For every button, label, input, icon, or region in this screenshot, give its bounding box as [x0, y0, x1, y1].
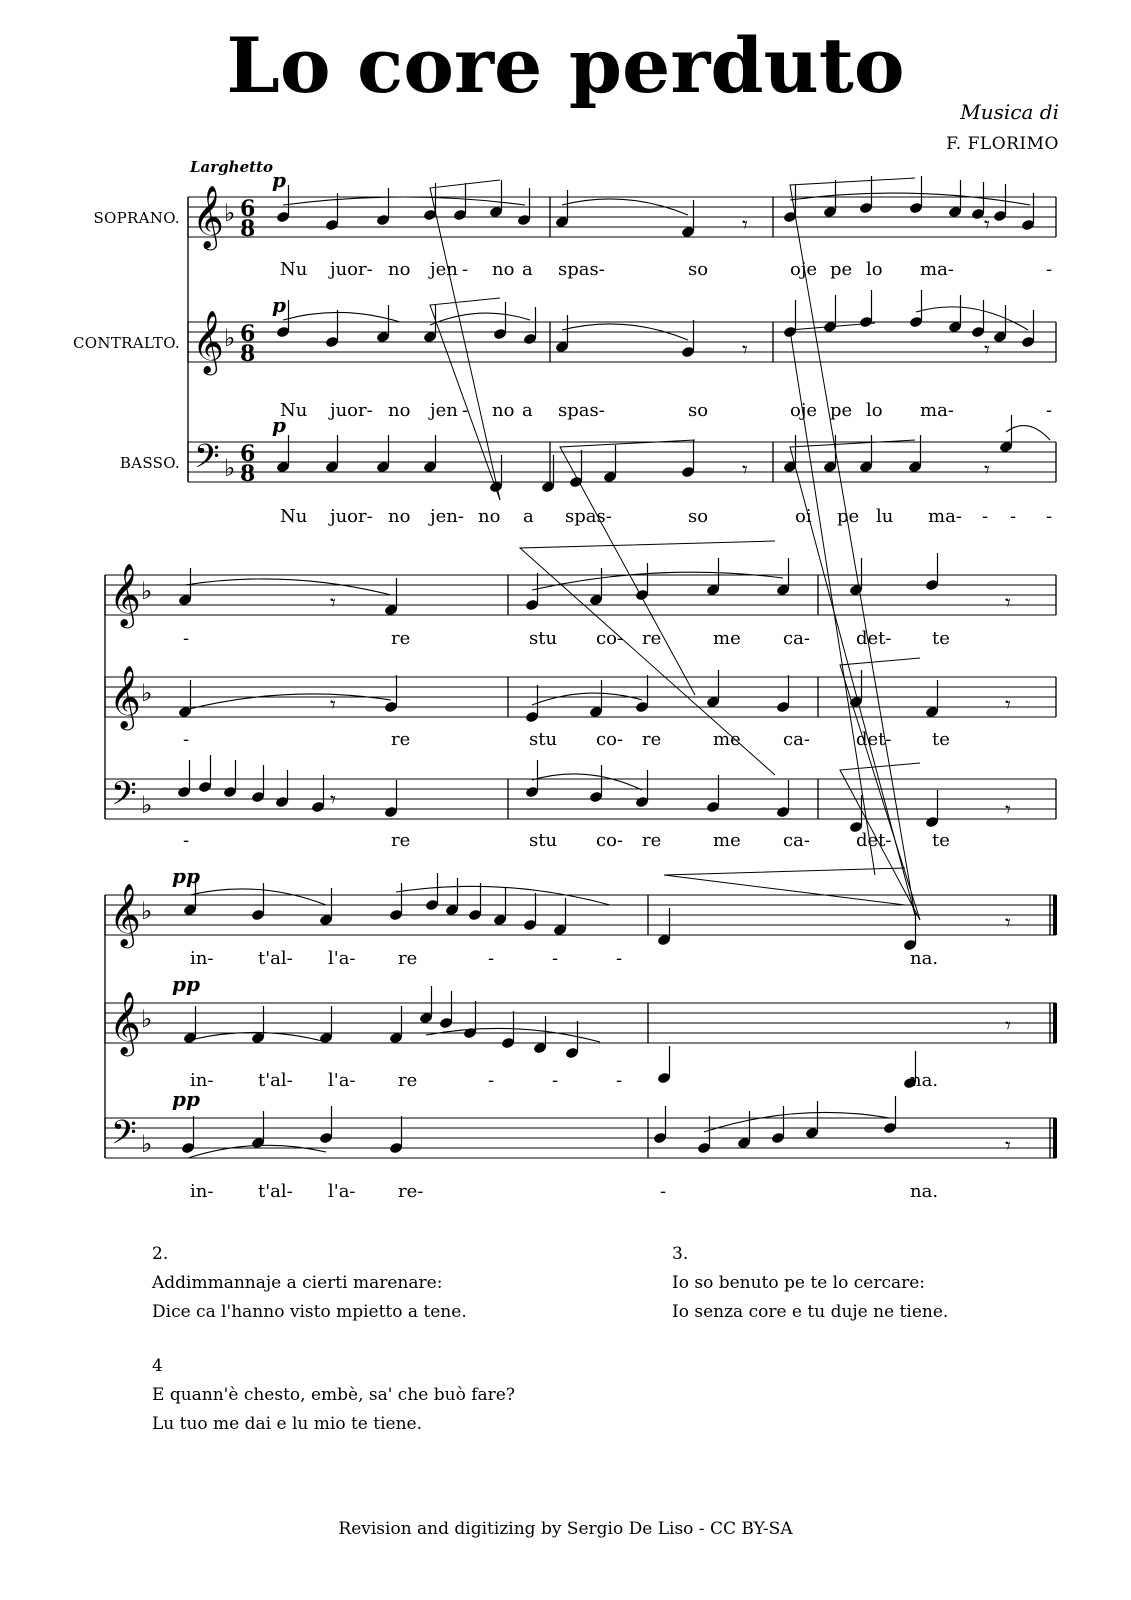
- lyric-syllable: no: [478, 506, 501, 527]
- eighth-rest-icon: 𝄾: [984, 213, 990, 238]
- slur: [283, 312, 400, 322]
- dynamic-marking: pp: [172, 1087, 200, 1111]
- lyric-syllable: -: [552, 1070, 559, 1091]
- lyric-syllable: juor-: [330, 400, 373, 421]
- flat-icon: ♭: [224, 199, 236, 227]
- eighth-rest-icon: 𝄾: [330, 788, 336, 813]
- eighth-rest-icon: 𝄾: [742, 338, 748, 363]
- lyric-syllable: in-: [190, 1070, 214, 1091]
- verse-line: Io senza core e tu duje ne tiene.: [672, 1302, 949, 1322]
- lyric-syllable: re: [391, 729, 411, 750]
- verse-number: 4: [152, 1356, 163, 1376]
- lyric-syllable: spas-: [558, 259, 605, 280]
- lyric-syllable: a: [522, 259, 533, 280]
- lyric-syllable: me: [713, 628, 741, 649]
- lyric-syllable: juor-: [330, 506, 373, 527]
- flat-icon: ♭: [141, 1005, 153, 1033]
- lyric-syllable: no: [492, 259, 515, 280]
- lyric-syllable: -: [462, 259, 469, 280]
- treble-clef-icon: 𝄞: [192, 185, 224, 248]
- lyric-syllable: -: [982, 506, 989, 527]
- lyric-syllable: co-: [596, 729, 623, 750]
- lyric-syllable: t'al-: [258, 1181, 293, 1202]
- lyric-syllable: jen: [430, 400, 458, 421]
- composer-label: Musica di: [960, 100, 1059, 124]
- slur: [185, 694, 391, 710]
- tempo-marking: Larghetto: [190, 158, 273, 176]
- page-title: Lo core perduto: [226, 21, 905, 110]
- slur: [190, 889, 326, 905]
- voice-label: SOPRANO.: [93, 209, 180, 227]
- flat-icon: ♭: [141, 791, 153, 819]
- lyric-syllable: l'a-: [328, 948, 356, 969]
- treble-clef-icon: 𝄞: [192, 310, 224, 373]
- hairpin: [790, 178, 915, 915]
- lyric-syllable: stu: [529, 830, 558, 851]
- slur: [916, 307, 1028, 330]
- slur: [532, 693, 642, 705]
- lyric-syllable: -: [462, 400, 469, 421]
- dynamic-marking: p: [272, 413, 286, 437]
- lyric-syllable: juor-: [330, 259, 373, 280]
- lyric-syllable: jen: [430, 259, 458, 280]
- bass-clef-icon: 𝄢: [194, 438, 220, 484]
- lyric-syllable: te: [932, 628, 950, 649]
- lyric-syllable: re: [642, 628, 662, 649]
- lyric-syllable: no: [388, 259, 411, 280]
- lyric-syllable: stu: [529, 628, 558, 649]
- eighth-rest-icon: 𝄾: [742, 213, 748, 238]
- footer-credit: Revision and digitizing by Sergio De Liso - CC BY-SA: [338, 1519, 793, 1539]
- lyric-syllable: te: [932, 830, 950, 851]
- lyric-syllable: ca-: [783, 729, 810, 750]
- time-signature-denominator: 8: [240, 216, 256, 242]
- time-signature-numerator: 6: [240, 321, 256, 347]
- dynamic-marking: p: [272, 293, 286, 317]
- lyric-syllable: ma-: [928, 506, 962, 527]
- lyric-syllable: co-: [596, 628, 623, 649]
- lyric-syllable: a: [523, 506, 534, 527]
- slur: [283, 197, 525, 205]
- lyric-syllable: so: [688, 506, 709, 527]
- bass-clef-icon: 𝄢: [111, 1114, 137, 1160]
- lyric-syllable: spas-: [558, 400, 605, 421]
- lyric-syllable: -: [660, 1181, 667, 1202]
- flat-icon: ♭: [141, 1130, 153, 1158]
- lyric-syllable: t'al-: [258, 948, 293, 969]
- lyric-syllable: re: [642, 729, 662, 750]
- eighth-rest-icon: 𝄾: [1005, 798, 1011, 823]
- treble-clef-icon: 𝄞: [109, 991, 141, 1054]
- lyric-syllable: oje: [790, 400, 818, 421]
- verse-line: Addimmannaje a cierti marenare:: [152, 1273, 443, 1293]
- hairpin: [664, 868, 905, 905]
- lyric-syllable: re: [391, 628, 411, 649]
- slur: [704, 1112, 890, 1132]
- lyric-syllable: ca-: [783, 830, 810, 851]
- slur: [532, 774, 642, 790]
- eighth-rest-icon: 𝄾: [1005, 911, 1011, 936]
- eighth-rest-icon: 𝄾: [330, 591, 336, 616]
- treble-clef-icon: 𝄞: [109, 563, 141, 626]
- time-signature-denominator: 8: [240, 341, 256, 367]
- lyric-syllable: ma-: [920, 259, 954, 280]
- lyric-syllable: t'al-: [258, 1070, 293, 1091]
- lyric-syllable: no: [388, 506, 411, 527]
- time-signature-numerator: 6: [240, 196, 256, 222]
- lyric-syllable: spas-: [565, 506, 612, 527]
- lyric-syllable: Nu: [280, 259, 308, 280]
- lyric-syllable: re: [642, 830, 662, 851]
- eighth-rest-icon: 𝄾: [742, 458, 748, 483]
- lyric-syllable: me: [713, 830, 741, 851]
- lyric-syllable: det-: [856, 729, 892, 750]
- lyric-syllable: -: [552, 948, 559, 969]
- verse-2: [152, 1240, 467, 1327]
- lyric-syllable: te: [932, 729, 950, 750]
- lyric-syllable: in-: [190, 1181, 214, 1202]
- verse-3: [672, 1240, 948, 1327]
- lyric-syllable: det-: [856, 628, 892, 649]
- lyric-syllable: -: [183, 628, 190, 649]
- flat-icon: ♭: [141, 577, 153, 605]
- lyric-syllable: l'a-: [328, 1181, 356, 1202]
- dynamic-marking: pp: [172, 864, 200, 888]
- slur: [430, 313, 530, 325]
- flat-icon: ♭: [224, 454, 236, 482]
- lyric-syllable: ma-: [920, 400, 954, 421]
- lyric-syllable: Nu: [280, 506, 308, 527]
- eighth-rest-icon: 𝄾: [1005, 1014, 1011, 1039]
- hairpin: [430, 298, 500, 500]
- lyric-syllable: -: [1046, 506, 1053, 527]
- lyric-syllable: pe: [830, 400, 853, 421]
- eighth-rest-icon: 𝄾: [1005, 693, 1011, 718]
- lyric-syllable: ca-: [783, 628, 810, 649]
- verse-line: Io so benuto pe te lo cercare:: [672, 1273, 926, 1293]
- slur: [185, 579, 391, 595]
- bass-clef-icon: 𝄢: [111, 775, 137, 821]
- lyric-syllable: oi: [795, 506, 812, 527]
- lyric-syllable: re-: [398, 1181, 424, 1202]
- lyric-syllable: no: [388, 400, 411, 421]
- composer-name: F. FLORIMO: [946, 134, 1059, 154]
- lyric-syllable: in-: [190, 948, 214, 969]
- lyric-syllable: det-: [856, 830, 892, 851]
- lyric-syllable: -: [1046, 400, 1053, 421]
- lyric-syllable: na.: [910, 1181, 939, 1202]
- lyric-syllable: lu: [876, 506, 894, 527]
- lyric-syllable: so: [688, 259, 709, 280]
- voice-label: CONTRALTO.: [73, 334, 180, 352]
- lyric-syllable: me: [713, 729, 741, 750]
- lyric-syllable: oje: [790, 259, 818, 280]
- lyric-syllable: pe: [837, 506, 860, 527]
- treble-clef-icon: 𝄞: [109, 665, 141, 728]
- lyric-syllable: -: [1046, 259, 1053, 280]
- lyric-syllable: na.: [910, 948, 939, 969]
- voice-label: BASSO.: [119, 454, 180, 472]
- lyric-syllable: -: [488, 948, 495, 969]
- lyric-syllable: no: [492, 400, 515, 421]
- lyric-syllable: lo: [866, 259, 883, 280]
- lyric-syllable: Nu: [280, 400, 308, 421]
- lyric-syllable: re: [398, 948, 418, 969]
- flat-icon: ♭: [224, 324, 236, 352]
- verse-line: Dice ca l'hanno visto mpietto a tene.: [152, 1302, 467, 1322]
- eighth-rest-icon: 𝄾: [1005, 1134, 1011, 1159]
- lyric-syllable: l'a-: [328, 1070, 356, 1091]
- slur: [1006, 426, 1050, 440]
- lyric-syllable: -: [616, 1070, 623, 1091]
- treble-clef-icon: 𝄞: [109, 883, 141, 946]
- flat-icon: ♭: [141, 679, 153, 707]
- slur: [790, 193, 1030, 205]
- lyric-syllable: so: [688, 400, 709, 421]
- lyric-syllable: re: [398, 1070, 418, 1091]
- dynamic-marking: p: [272, 168, 286, 192]
- eighth-rest-icon: 𝄾: [984, 458, 990, 483]
- verse-4: [152, 1352, 515, 1439]
- lyric-syllable: a: [522, 400, 533, 421]
- eighth-rest-icon: 𝄾: [330, 693, 336, 718]
- eighth-rest-icon: 𝄾: [984, 338, 990, 363]
- lyric-syllable: na.: [910, 1070, 939, 1091]
- lyric-syllable: -: [183, 729, 190, 750]
- lyric-syllable: stu: [529, 729, 558, 750]
- lyric-syllable: co-: [596, 830, 623, 851]
- verse-number: 3.: [672, 1244, 689, 1264]
- time-signature-numerator: 6: [240, 441, 256, 467]
- lyric-syllable: re: [391, 830, 411, 851]
- lyric-syllable: jen-: [430, 506, 464, 527]
- lyric-syllable: -: [488, 1070, 495, 1091]
- lyric-syllable: pe: [830, 259, 853, 280]
- lyric-syllable: -: [1010, 506, 1017, 527]
- verse-line: E quann'è chesto, embè, sa' che buò fare?: [152, 1385, 515, 1405]
- lyric-syllable: lo: [866, 400, 883, 421]
- lyric-syllable: -: [183, 830, 190, 851]
- flat-icon: ♭: [141, 897, 153, 925]
- time-signature-denominator: 8: [240, 461, 256, 487]
- dynamic-marking: pp: [172, 972, 200, 996]
- lyric-syllable: -: [616, 948, 623, 969]
- verse-line: Lu tuo me dai e lu mio te tiene.: [152, 1414, 422, 1434]
- eighth-rest-icon: 𝄾: [1005, 591, 1011, 616]
- verse-number: 2.: [152, 1244, 169, 1264]
